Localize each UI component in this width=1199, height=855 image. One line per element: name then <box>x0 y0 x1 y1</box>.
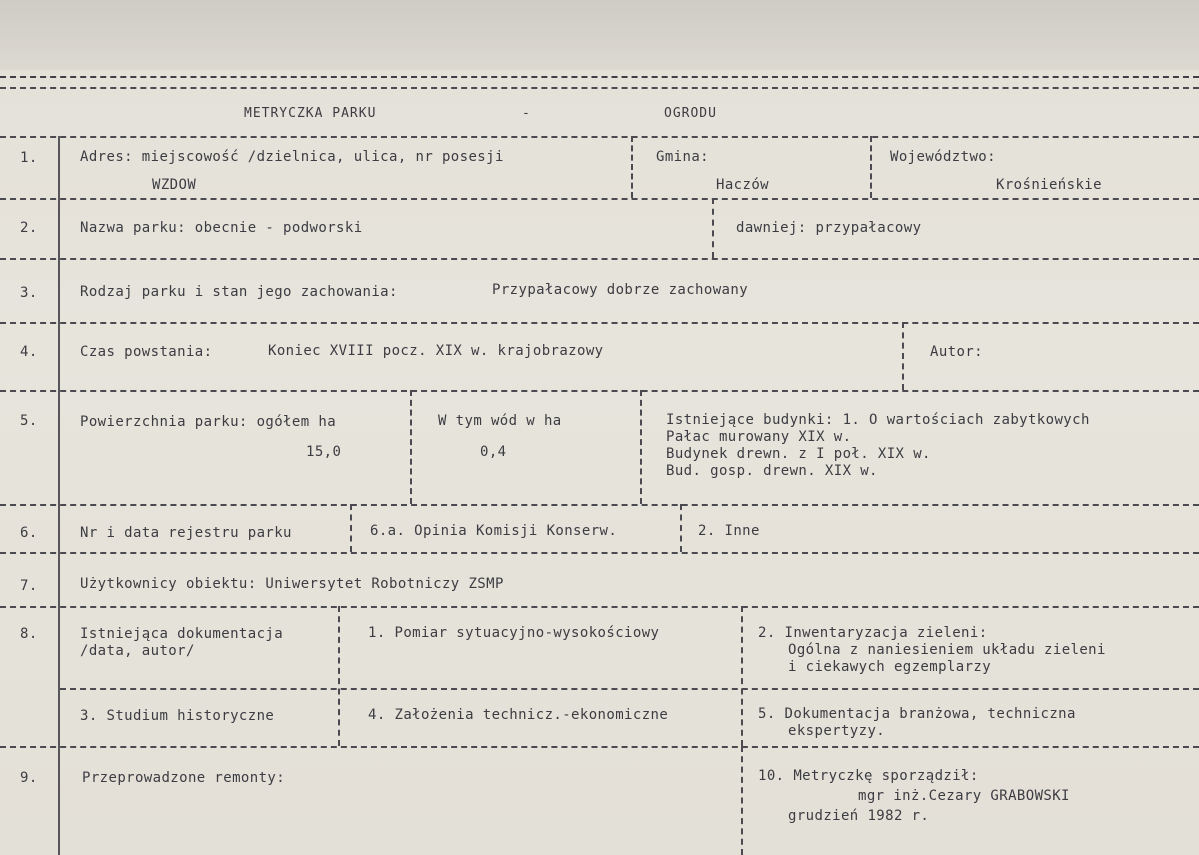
row5-sep-2 <box>640 390 642 504</box>
water-label: W tym wód w ha <box>438 413 562 429</box>
repairs-label: Przeprowadzone remonty: <box>82 770 286 786</box>
documentation-label-line: Istniejąca dokumentacja <box>80 626 284 642</box>
area-label: Powierzchnia parku: ogółem ha <box>80 414 337 430</box>
row5-number: 5. <box>20 413 38 429</box>
buildings-line: Istniejące budynki: 1. O wartościach zabytkowych <box>666 412 1090 428</box>
voivodeship-label: Województwo: <box>890 149 996 165</box>
doc-greenery-inventory <box>758 625 1106 676</box>
documentation-label <box>80 626 283 660</box>
existing-buildings <box>666 412 1090 480</box>
documentation-label-line: /data, autor/ <box>80 643 195 659</box>
row6-sep-1 <box>350 504 352 552</box>
card-title-left: METRYCZKA PARKU <box>244 106 377 121</box>
other-label: 2. Inne <box>698 523 760 539</box>
doc-greenery-line: i ciekawych egzemplarzy <box>788 659 992 675</box>
doc-technical-assumptions: 4. Założenia technicz.-ekonomiczne <box>368 707 669 723</box>
water-value: 0,4 <box>480 444 507 460</box>
compiled-by <box>758 766 1070 826</box>
row3-number: 3. <box>20 285 38 301</box>
doc-branch-documentation <box>758 706 1076 740</box>
doc-greenery-line: 2. Inwentaryzacja zieleni: <box>758 625 988 641</box>
row8-sep-1 <box>338 606 340 746</box>
gmina-value: Haczów <box>716 177 769 193</box>
doc-branch-line: 5. Dokumentacja branżowa, techniczna <box>758 706 1076 722</box>
divider-row2 <box>0 198 1199 200</box>
buildings-line: Pałac murowany XIX w. <box>666 429 852 445</box>
number-column-line <box>58 136 60 855</box>
doc-survey: 1. Pomiar sytuacyjno-wysokościowy <box>368 625 660 641</box>
row8-number: 8. <box>20 626 38 642</box>
doc-historical-study: 3. Studium historyczne <box>80 708 275 724</box>
compiled-by-line: grudzień 1982 r. <box>788 808 930 824</box>
divider-row9 <box>0 746 1199 748</box>
row2-number: 2. <box>20 220 38 236</box>
gmina-label: Gmina: <box>656 149 709 165</box>
row7-number: 7. <box>20 578 38 594</box>
author-label: Autor: <box>930 344 983 360</box>
compiled-by-line: 10. Metryczkę sporządził: <box>758 768 979 784</box>
row4-number: 4. <box>20 344 38 360</box>
compiled-by-line: mgr inż.Cezary GRABOWSKI <box>858 788 1070 804</box>
divider-row7 <box>0 552 1199 554</box>
divider-row8-mid <box>60 688 1199 690</box>
divider-row3 <box>0 258 1199 260</box>
park-name-current: Nazwa parku: obecnie - podworski <box>80 220 363 236</box>
address-label: Adres: miejscowość /dzielnica, ulica, nr posesji <box>80 149 504 165</box>
creation-time-label: Czas powstania: <box>80 344 213 360</box>
doc-greenery-line: Ogólna z naniesieniem układu zieleni <box>788 642 1106 658</box>
row8-sep-2 <box>741 606 743 746</box>
divider-row4 <box>0 322 1199 324</box>
conservation-opinion-label: 6.a. Opinia Komisji Konserw. <box>370 523 618 539</box>
object-users: Użytkownicy obiektu: Uniwersytet Robotniczy ZSMP <box>80 576 504 592</box>
creation-time-value: Koniec XVIII pocz. XIX w. krajobrazowy <box>268 343 604 359</box>
divider-row6 <box>0 504 1199 506</box>
row1-sep-2 <box>870 136 872 198</box>
row6-sep-2 <box>680 504 682 552</box>
address-value: WZDOW <box>152 177 197 193</box>
buildings-line: Bud. gosp. drewn. XIX w. <box>666 463 878 479</box>
park-name-former: dawniej: przypałacowy <box>736 220 922 236</box>
row4-sep <box>902 322 904 390</box>
divider-top <box>0 76 1199 78</box>
buildings-line: Budynek drewn. z I poł. XIX w. <box>666 446 931 462</box>
row1-sep-1 <box>631 136 633 198</box>
divider-top-2 <box>0 87 1199 89</box>
park-type-value: Przypałacowy dobrze zachowany <box>492 282 749 298</box>
row5-sep-1 <box>410 390 412 504</box>
divider-row1 <box>0 136 1199 138</box>
row1-number: 1. <box>20 150 38 166</box>
card-top-band <box>0 0 1199 70</box>
row2-sep <box>712 198 714 258</box>
area-value: 15,0 <box>306 444 342 460</box>
row6-number: 6. <box>20 525 38 541</box>
park-type-label: Rodzaj parku i stan jego zachowania: <box>80 284 398 300</box>
row9-number: 9. <box>20 770 38 786</box>
row9-sep <box>741 746 743 855</box>
divider-row5 <box>0 390 1199 392</box>
card-title-dash: - <box>522 106 531 121</box>
voivodeship-value: Krośnieńskie <box>996 177 1102 193</box>
register-label: Nr i data rejestru parku <box>80 525 292 541</box>
card-title-right: OGRODU <box>664 106 717 121</box>
doc-branch-line: ekspertyzy. <box>788 723 886 739</box>
divider-row8 <box>0 606 1199 608</box>
